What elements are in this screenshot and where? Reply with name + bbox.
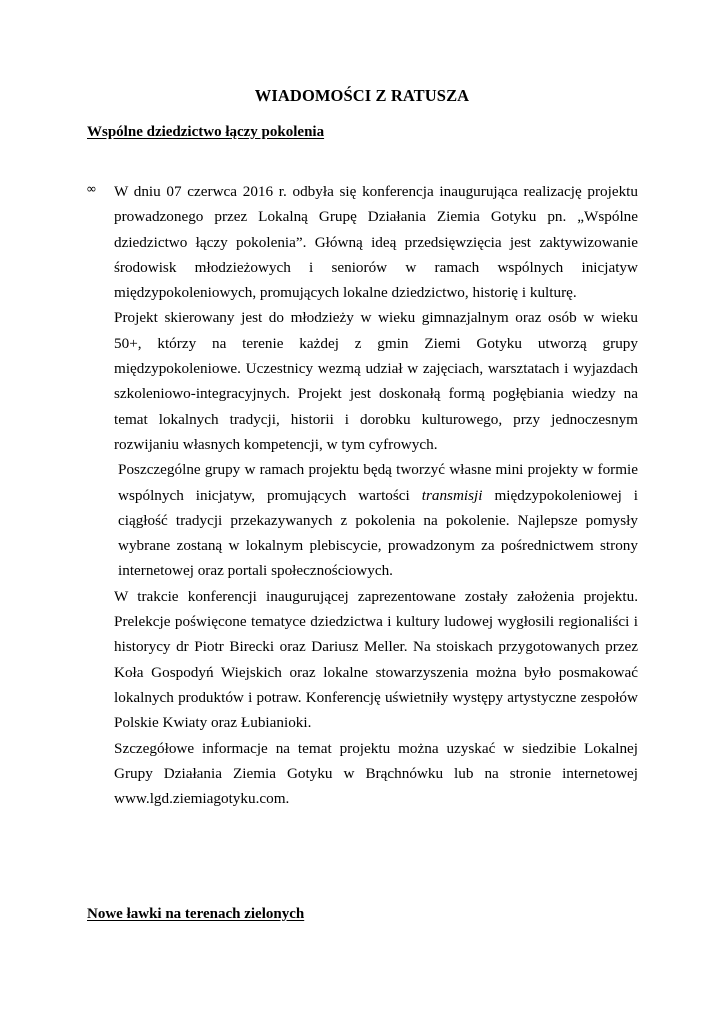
paragraph-intro [114,179,638,305]
paragraph-text: W dniu 07 czerwca 2016 r. odbyła się konferencja inaugurująca realizację projektu prowadzonego przez Lokalną Grupę Działania Ziemia Gotyku pn. „Wspólne dziedzictwo łączy pokolenia”. Główną ideą przedsięwzięcia jest zaktywizowanie środowisk młodzieżowych i seniorów w ramach wspólnych inicjatyw międzypokoleniowych, promujących lokalne dziedzictwo, historię i kulturę. [114,183,638,302]
paragraph-info [114,736,638,787]
section-heading: Nowe ławki na terenach zielonych [87,906,305,922]
paragraph-project [114,305,638,457]
paragraph-link-line [114,786,638,811]
article-body [114,179,638,811]
paragraph-text: Poszczególne grupy w ramach projektu będą tworzyć własne mini projekty w formie wspólnych inicjatyw, promujących wartości [118,461,638,504]
infinity-bullet-icon: ∞ [86,182,97,197]
section-heading: Wspólne dziedzictwo łączy pokolenia [87,124,325,140]
paragraph-groups [114,457,638,583]
paragraph-conference [114,584,638,736]
paragraph-text: międzypokoleniowej i ciągłość tradycji przekazywanych z pokolenia na pokolenie. Najlepsze pomysły wybrane zostaną w lokalnym plebiscycie, prowadzonym za pośrednictwem strony internetowej oraz portali społecznościowych. [118,486,638,580]
emphasis-text: transmisji [421,486,483,504]
website-link[interactable]: www.lgd.ziemiagotyku.com. [114,790,290,808]
page-title: WIADOMOŚCI Z RATUSZA [254,86,470,105]
paragraph-text: W trakcie konferencji inaugurującej zaprezentowane zostały założenia projektu. Prelekcje poświęcone tematyce dziedzictwa i kultury ludowej wygłosili regionaliści i historycy dr Piotr Birecki oraz Dariusz Meller. Na stoiskach przygotowanych przez Koła Gospodyń Wiejskich oraz lokalne stowarzyszenia można było posmakować lokalnych produktów i potraw. Konferencję uświetniły występy artystyczne zespołów Polskie Kwiaty oraz Łubianioki. [114,587,638,732]
paragraph-text: Szczegółowe informacje na temat projektu można uzyskać w siedzibie Lokalnej Grupy Działania Ziemia Gotyku w Brąchnówku lub na stronie internetowej [114,739,638,782]
paragraph-text: Projekt skierowany jest do młodzieży w wieku gimnazjalnym oraz osób w wieku 50+, którzy na terenie każdej z gmin Ziemi Gotyku utworzą grupy międzypokoleniowe. Uczestnicy wezmą udział w zajęciach, warsztatach i wyjazdach szkoleniowo-integracyjnych. Projekt jest doskonałą formą pogłębiania wiedzy na temat lokalnych tradycji, historii i dorobku kulturowego, przy jednoczesnym rozwijaniu własnych kompetencji, w tym cyfrowych. [114,309,638,453]
